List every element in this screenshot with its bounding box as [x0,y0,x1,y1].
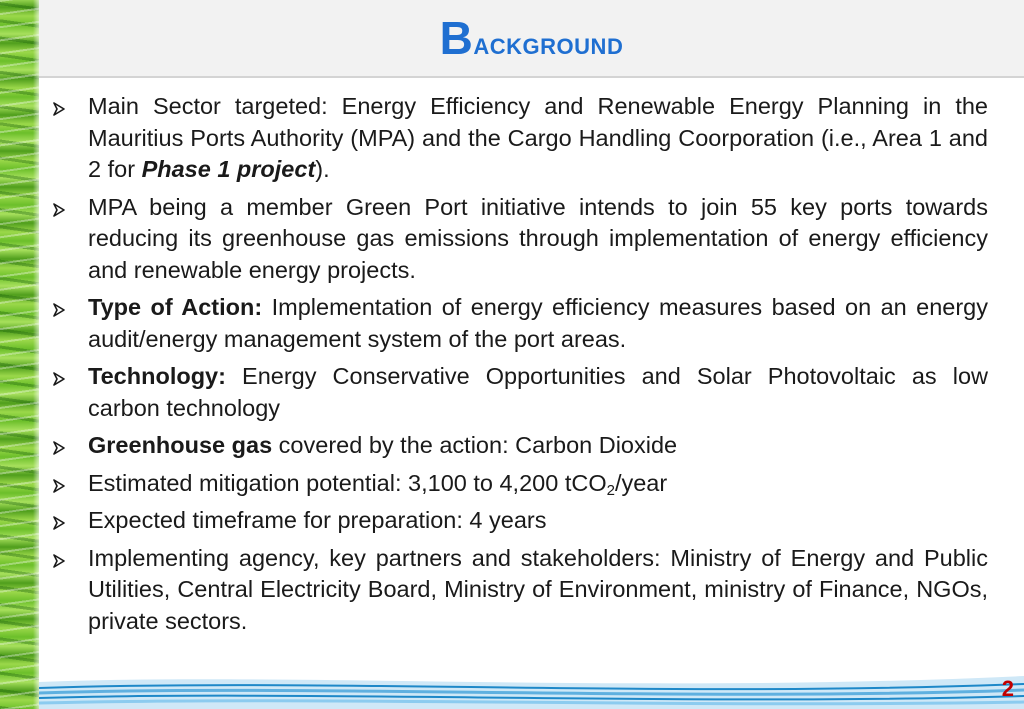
arrow-bullet-icon [52,203,66,217]
slide-title: Background [439,12,624,64]
arrow-bullet-icon [52,372,66,386]
bullet-text: /year [614,469,668,496]
arrow-bullet-icon [52,516,66,530]
bullet-text: Estimated mitigation potential: 3,100 to 4,200 tCO [88,469,607,496]
bullet-text: Energy Conservative Opportunities and Solar Photovoltaic as low carbon technology [88,363,988,421]
grass-border-decoration [0,0,39,709]
arrow-bullet-icon [52,441,66,455]
arrow-bullet-icon [52,102,66,116]
bullet-text: Phase 1 project [141,156,316,182]
bullet-text: covered by the action: Carbon Dioxide [272,432,678,458]
bullet-item [50,361,988,424]
bullet-list [50,91,988,643]
bullet-text: 2 [606,481,615,499]
bullet-text: Expected timeframe for preparation: 4 years [88,507,547,533]
bullet-text: Implementation of energy efficiency measures based on an energy audit/energy management system of the port areas. [88,294,989,352]
bullet-item [50,505,988,537]
arrow-bullet-icon [52,554,66,568]
bullet-item [50,430,988,462]
bullet-item [50,91,988,186]
bullet-text: Type of Action: [88,294,263,320]
title-bar [39,0,1024,78]
bullet-text: Main Sector targeted: Energy Efficiency and Renewable Energy Planning in the Mauritius Ports Authority (MPA) and the Cargo Handling Coorporation (i.e., Area 1 and 2 for [88,93,988,182]
bullet-item [50,468,988,500]
wave-footer-decoration [39,664,1024,709]
bullet-text: Implementing agency, key partners and stakeholders: Ministry of Energy and Public Utilities, Central Electricity Board, Ministry of Environment, ministry of Finance, NGOs, private sectors. [88,544,988,634]
bullet-text: Technology: [88,363,226,389]
page-number: 2 [1001,676,1014,701]
arrow-bullet-icon [52,479,66,493]
arrow-bullet-icon [52,303,66,317]
bullet-text: ). [315,156,330,182]
bullet-item [50,292,988,355]
bullet-item [50,543,988,638]
bullet-item [50,192,988,287]
bullet-text: Greenhouse gas [88,432,273,458]
bullet-text: MPA being a member Green Port initiative intends to join 55 key ports towards reducing its greenhouse gas emissions through implementation of energy efficiency and renewable energy projects. [88,193,988,283]
